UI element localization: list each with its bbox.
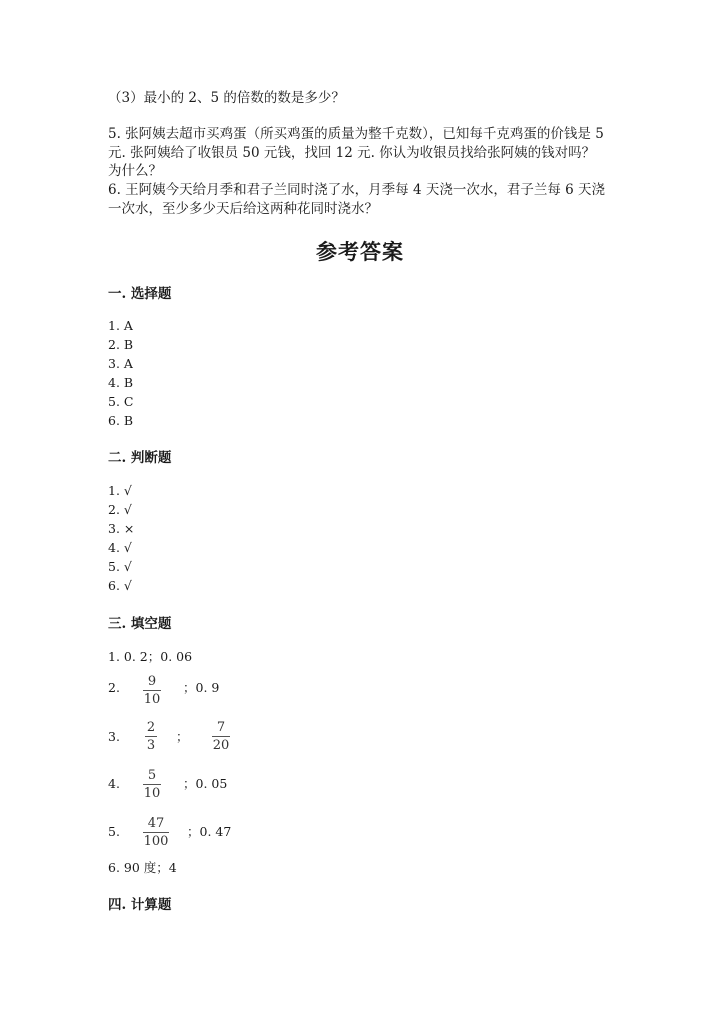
fraction	[212, 720, 230, 753]
list-item: 1. √	[108, 483, 132, 498]
fraction	[143, 768, 161, 801]
section-heading-choice: 一. 选择题	[108, 286, 172, 302]
fraction-denominator: 10	[143, 692, 161, 707]
list-item: 4. √	[108, 540, 132, 555]
fraction-denominator: 3	[146, 738, 156, 753]
list-item: 2. √	[108, 502, 132, 517]
answer-list-judge	[108, 481, 134, 595]
list-item: 2. B	[108, 337, 134, 352]
fraction-denominator: 100	[143, 834, 169, 849]
fraction-bar	[143, 690, 161, 691]
decimal-value: 0. 05	[195, 776, 228, 791]
answer-list-choice	[108, 316, 133, 430]
fraction-bar	[212, 736, 230, 737]
section-heading-calc: 四. 计算题	[108, 897, 172, 913]
list-item: 3. A	[108, 356, 133, 371]
page-title: 参考答案	[316, 239, 404, 264]
list-item: 4. B	[108, 375, 134, 390]
list-item: 5. C	[108, 394, 134, 409]
fill-answer-4-value	[183, 774, 227, 793]
question-3-3: （3）最小的 2、5 的倍数的数是多少？	[108, 90, 345, 106]
separator: ；	[183, 680, 196, 695]
separator: ；	[187, 824, 200, 839]
list-item: 3. ×	[108, 521, 135, 536]
decimal-value: 0. 47	[199, 824, 232, 839]
decimal-value: 0. 9	[195, 680, 220, 695]
fraction-numerator: 2	[146, 720, 156, 735]
fraction-bar	[143, 832, 169, 833]
fill-answer-3-label: 3.	[108, 729, 120, 744]
fraction	[143, 674, 161, 707]
fraction-bar	[145, 736, 157, 737]
question-5: 5. 张阿姨去超市买鸡蛋（所买鸡蛋的质量为整千克数），已知每千克鸡蛋的价钱是 5 元. 张阿姨给了收银员 50 元钱，找回 12 元. 你认为收银员找给张阿姨的钱对吗？为什么？	[108, 126, 604, 179]
fraction-numerator: 47	[147, 816, 165, 831]
separator: ；	[176, 729, 189, 744]
fill-answer-5-label: 5.	[108, 824, 120, 839]
fill-answer-2-value	[183, 678, 219, 697]
list-item: 5. √	[108, 559, 132, 574]
fraction-denominator: 10	[143, 786, 161, 801]
fill-answer-2-label: 2.	[108, 680, 120, 695]
question-6: 6. 王阿姨今天给月季和君子兰同时浇了水，月季每 4 天浇一次水，君子兰每 6 天浇一次水，至少多少天后给这两种花同时浇水？	[108, 182, 606, 217]
list-item: 1. A	[108, 318, 133, 333]
fill-answer-1: 1. 0. 2；0. 06	[108, 649, 193, 664]
fraction	[145, 720, 157, 753]
fraction-bar	[143, 784, 161, 785]
section-heading-judge: 二. 判断题	[108, 450, 172, 466]
fraction-denominator: 20	[212, 738, 230, 753]
fraction	[143, 816, 169, 849]
list-item: 6. √	[108, 578, 132, 593]
fraction-numerator: 7	[216, 720, 226, 735]
section-heading-fill: 三. 填空题	[108, 616, 172, 632]
separator: ；	[183, 776, 196, 791]
list-item: 6. B	[108, 413, 134, 428]
fill-answer-6: 6. 90 度；4	[108, 860, 177, 875]
fill-answer-5-value	[187, 822, 231, 841]
fill-answer-4-label: 4.	[108, 776, 120, 791]
fraction-numerator: 5	[147, 768, 157, 783]
fraction-numerator: 9	[147, 674, 157, 689]
